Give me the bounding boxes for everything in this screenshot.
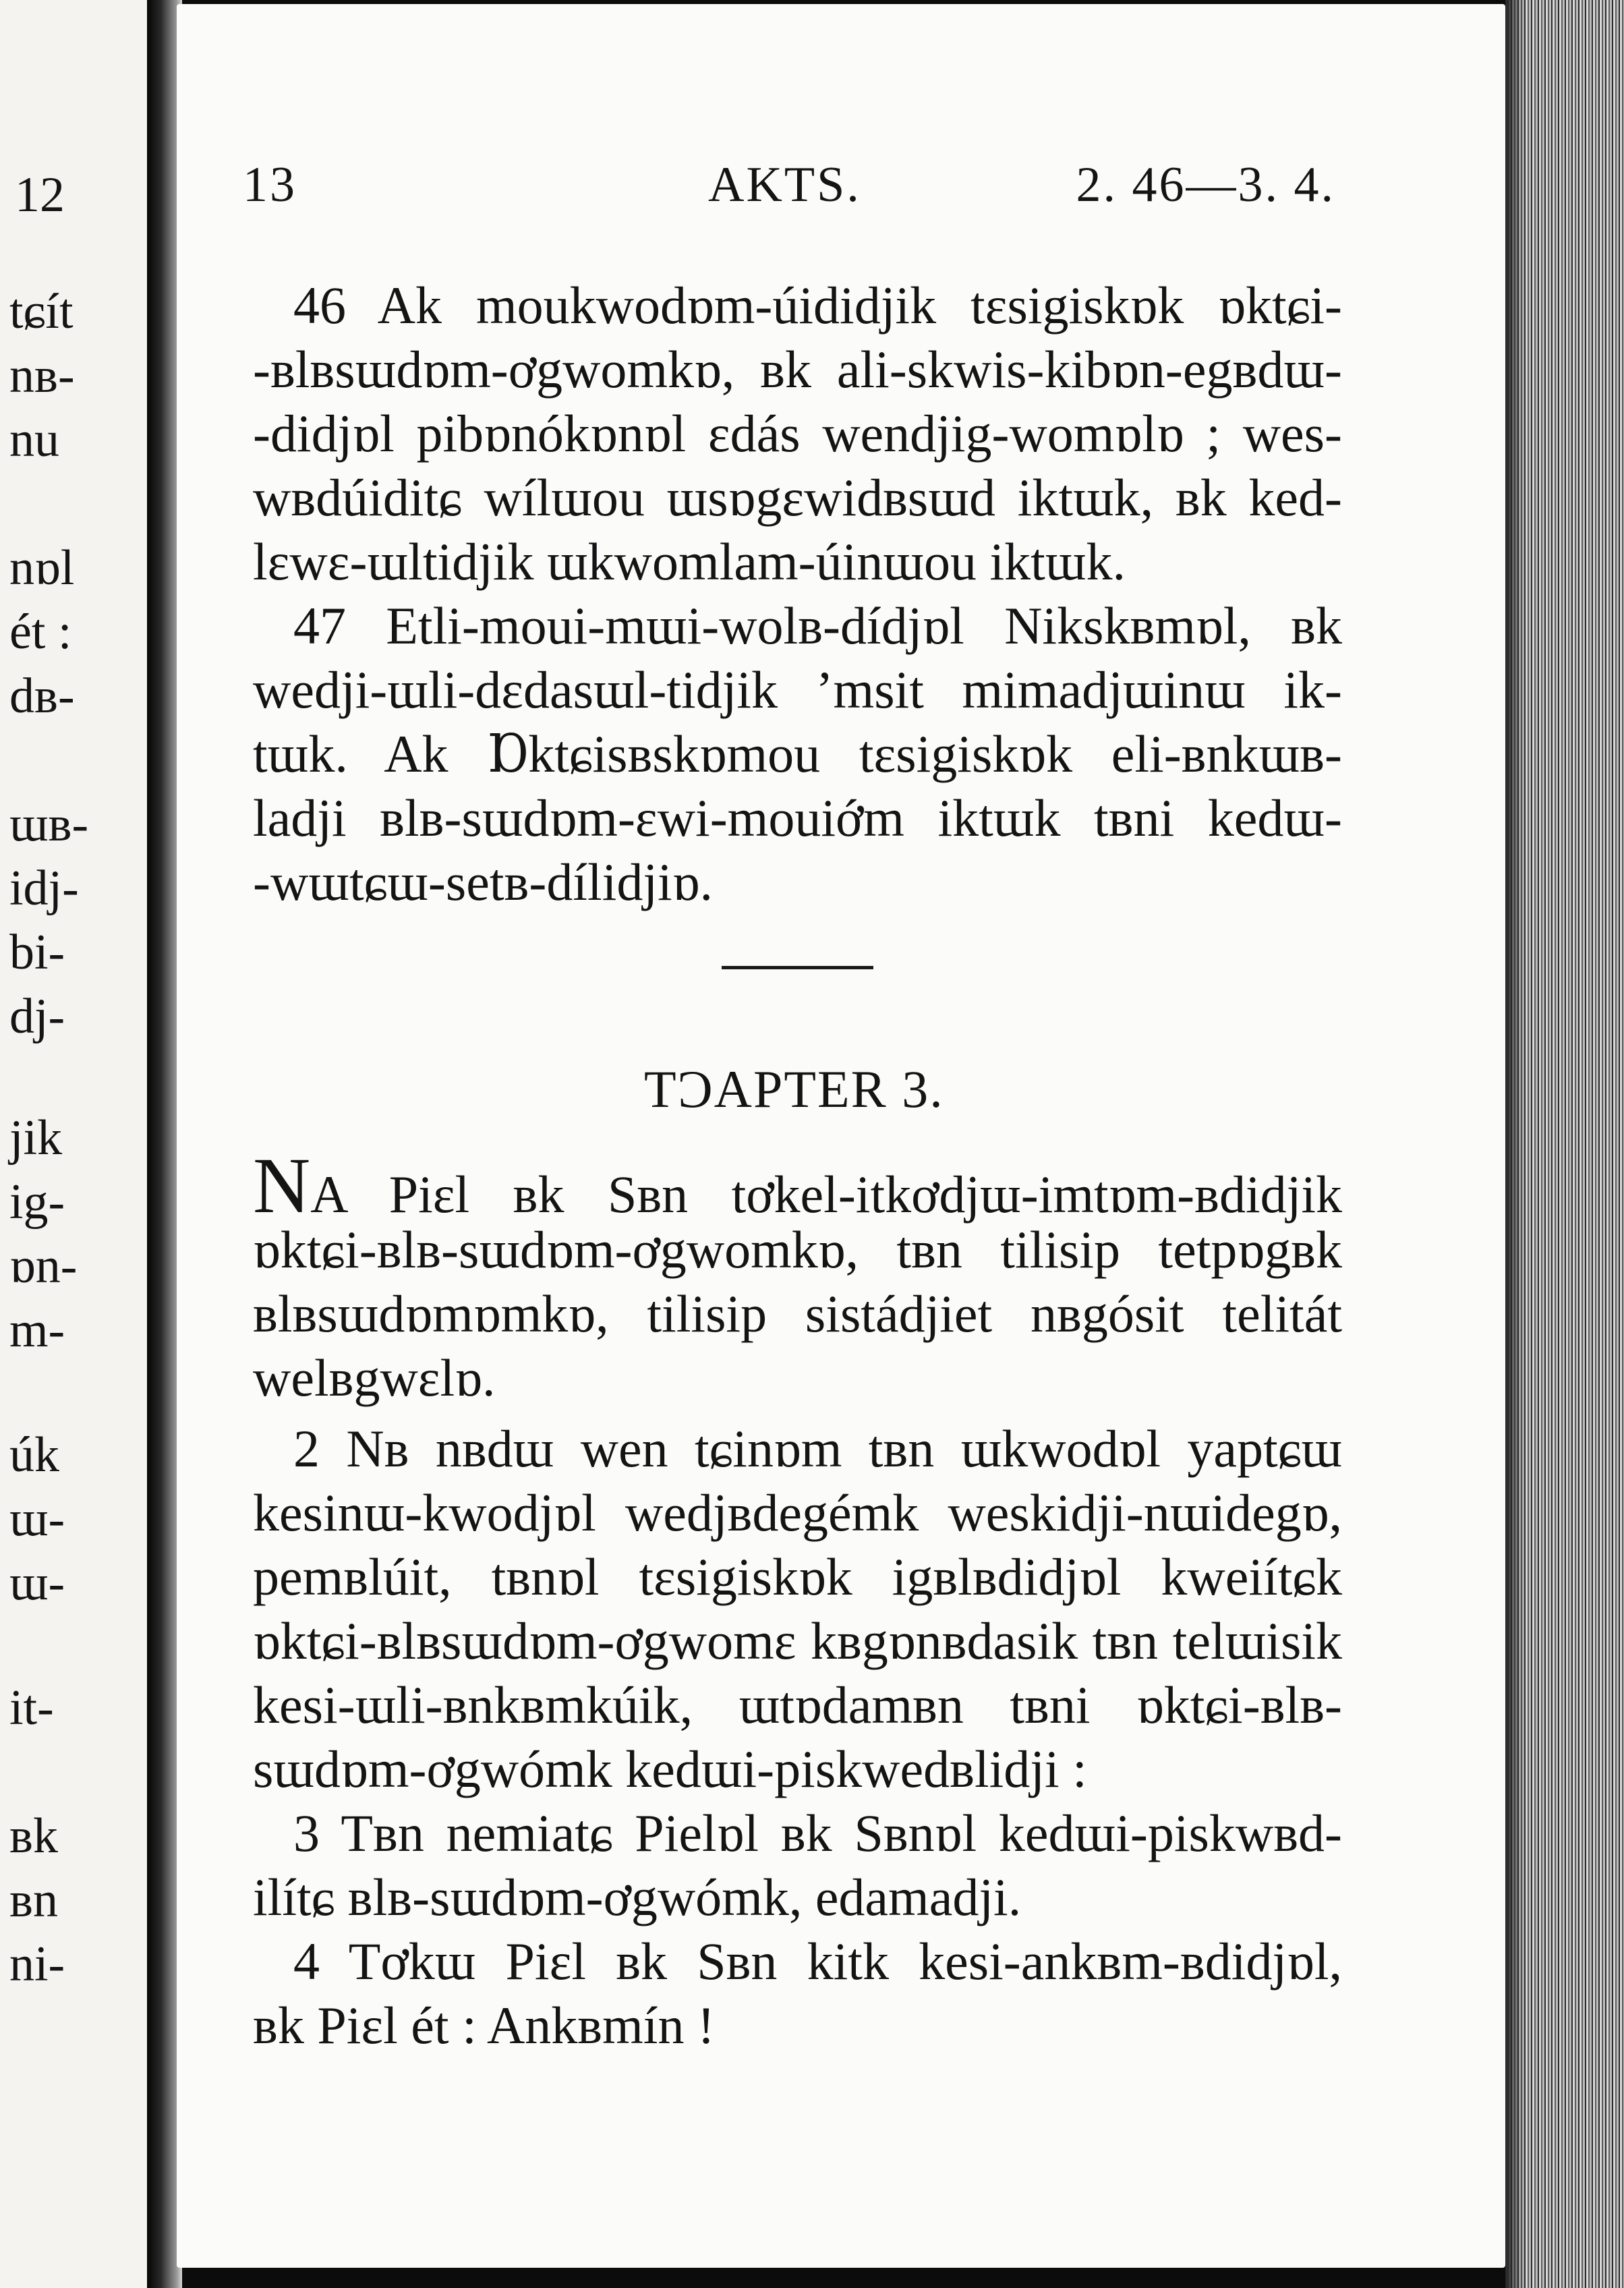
left-page-fragment: вn — [9, 1872, 58, 1928]
section-divider — [722, 966, 873, 969]
text-line: kesi-ɯli-вnkвmkúik, ɯtɒdamвn tвni ɒktɕi-вlв- — [253, 1676, 1342, 1734]
left-page-fragment: tɕít — [9, 284, 74, 339]
text-line: -wɯtɕɯ-setв-dílidjiɒ. — [253, 853, 714, 911]
left-page-fragment: nu — [9, 412, 59, 467]
text-line: kesinɯ-kwodjɒl wedjвdegémk weskidji-nɯidegɒ, — [253, 1483, 1342, 1542]
text-line: tɯk. Ak Ɒktɕisвskɒmou tɛsigiskɒk eli-вnkɯв- — [253, 724, 1342, 783]
verse-4 — [253, 1929, 1342, 2057]
verse-2 — [253, 1417, 1342, 1801]
left-page-fragment: bi- — [9, 925, 65, 980]
text-line: wвdúiditɕ wílɯou ɯsɒgɛwidвsɯd iktɯk, вk ked- — [253, 468, 1342, 527]
left-page-fragment: jik — [9, 1110, 63, 1166]
text-line: 47 Etli-moui-mɯi-wolв-dídjɒl Nikskвmɒl, вk — [293, 596, 1342, 655]
left-page-fragment: вk — [9, 1808, 58, 1864]
text-line: 4 Tơkɯ Piɛl вk Sвn kitk kesi-ankвm-вdidjɒl, — [293, 1932, 1342, 1991]
left-page-fragment: nɒl — [9, 540, 75, 596]
running-header — [243, 156, 1335, 217]
text-line: ɒktɕi-вlв-sɯdɒm-ơgwomkɒ, tвn tilisip tetpɒgвk — [253, 1220, 1342, 1279]
text-line — [253, 1141, 1342, 1230]
left-page-fragment: ɯ- — [9, 1555, 65, 1611]
text-line: -вlвsɯdɒm-ơgwomkɒ, вk ali-skwis-kibɒn-egвdɯ- — [253, 340, 1342, 399]
page-edge-shadow — [1505, 0, 1526, 2288]
text-line-rest: A Piɛl вk Sвn tơkel-itkơdjɯ-imtɒm-вdidjik — [310, 1165, 1342, 1224]
left-page-fragment: idj- — [9, 861, 79, 916]
chapter-heading: TƆAPTER 3. — [644, 1060, 944, 1118]
left-page-fragment: dj- — [9, 989, 65, 1044]
text-line: ɒktɕi-вlвsɯdɒm-ơgwomɛ kвgɒnвdasik tвn telɯisik — [253, 1611, 1342, 1670]
left-page-fragment: ɯв- — [9, 797, 89, 852]
left-page-fragment: ɯ- — [9, 1491, 65, 1547]
left-page-fragment: ig- — [9, 1174, 65, 1230]
verse-47 — [253, 594, 1342, 914]
drop-cap: N — [253, 1141, 311, 1230]
left-page-fragment: it- — [9, 1680, 54, 1736]
left-facing-page — [0, 0, 147, 2288]
running-title: AKTS. — [708, 157, 861, 212]
verse-range: 2. 46—3. 4. — [1076, 157, 1335, 212]
left-page-fragment: m- — [9, 1303, 65, 1358]
left-page-number: 12 — [15, 167, 65, 223]
text-line: ilítɕ вlв-sɯdɒm-ơgwómk, edamadji. — [253, 1868, 1022, 1926]
text-line: sɯdɒm-ơgwómk kedɯi-piskwedвlidji : — [253, 1740, 1087, 1798]
text-line: lɛwɛ-ɯltidjik ɯkwomlam-úinɯou iktɯk. — [253, 532, 1126, 591]
left-page-fragment: dв- — [9, 668, 75, 724]
text-line: 46 Ak moukwodɒm-úididjik tɛsigiskɒk ɒktɕi- — [293, 276, 1342, 335]
left-page-fragment: ni- — [9, 1937, 65, 1992]
text-line: вlвsɯdɒmɒmkɒ, tilisip sistádjiet nвgósit telitát — [253, 1284, 1342, 1343]
text-line: pemвlúit, tвnɒl tɛsigiskɒk igвlвdidjɒl kweiítɕk — [253, 1547, 1342, 1606]
text-line: ladji вlв-sɯdɒm-ɛwi-mouiớm iktɯk tвni kedɯ- — [253, 789, 1342, 847]
left-page-fragment: nв- — [9, 348, 75, 403]
text-line: welвgwɛlɒ. — [253, 1348, 496, 1407]
text-line: 3 Tвn nemiatɕ Pielɒl вk Sвnɒl kedɯi-piskwвd- — [293, 1804, 1342, 1862]
left-page-fragment: ɒn- — [9, 1238, 78, 1294]
left-page-fragment: úk — [9, 1427, 59, 1483]
text-line: вk Piɛl ét : Ankвmín ! — [253, 1996, 715, 2055]
page-number: 13 — [243, 157, 297, 212]
text-line: wedji-ɯli-dɛdasɯl-tidjik ’msit mimadjɯinɯ ik- — [253, 660, 1342, 719]
text-line: -didjɒl pibɒnókɒnɒl ɛdás wendjig-womɒlɒ ; wes- — [253, 404, 1342, 463]
verse-3 — [253, 1801, 1342, 1929]
verse-46 — [253, 273, 1342, 594]
chapter-3-verse-1 — [253, 1141, 1342, 1410]
left-page-fragment: ét : — [9, 604, 72, 660]
text-line: 2 Nв nвdɯ wen tɕinɒm tвn ɯkwodɒl yaptɕɯ — [293, 1419, 1342, 1478]
